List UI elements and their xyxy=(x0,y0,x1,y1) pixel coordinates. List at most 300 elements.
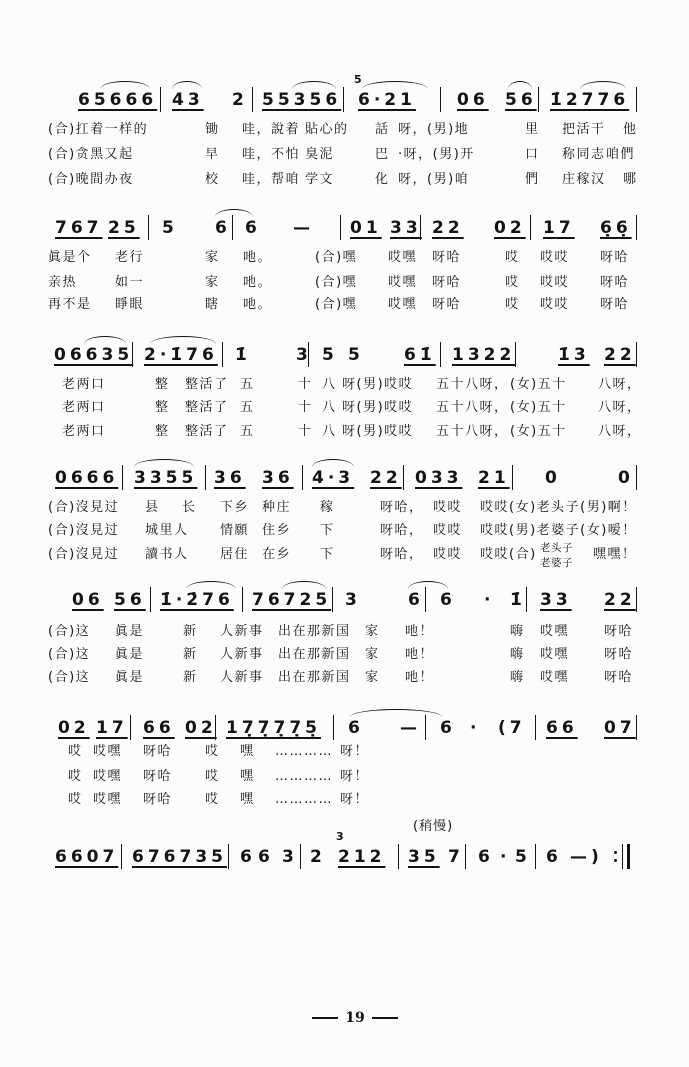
barline xyxy=(302,465,303,490)
note-group: 66 xyxy=(143,718,175,738)
lyric-segment: 哎嘿 xyxy=(388,297,418,312)
lyric-segment: 出在那新国 xyxy=(278,624,351,639)
barline xyxy=(121,844,122,869)
note-group: (7 xyxy=(498,718,526,738)
lyric-segment: (女)五十 xyxy=(510,424,567,439)
lyric-segment: 臭泥 xyxy=(305,147,335,162)
lyric-segment: 哎嘿 xyxy=(388,275,418,290)
barline xyxy=(343,87,344,112)
note-group: 3 xyxy=(296,345,312,365)
lyric-segment: 哎嘿 xyxy=(93,744,123,759)
note-group: 17̣7̣7̣7̣5̣ xyxy=(226,718,321,738)
lyric-segment: 嗨 xyxy=(510,670,525,685)
note-group: 3355 xyxy=(134,468,198,488)
grace-note: 5 xyxy=(354,73,362,86)
lyric-segment: 吔。 xyxy=(243,275,273,290)
lyric-segment: 整 xyxy=(155,424,170,439)
lyric-segment: 呀哈 xyxy=(600,297,630,312)
lyric-segment: 哎哎 xyxy=(433,547,463,562)
slur-arc xyxy=(508,81,532,89)
note-group: 65666 xyxy=(78,90,158,110)
lyric-segment: 呀(男)哎哎 xyxy=(342,400,414,415)
lyric-segment: 哎哎 xyxy=(540,250,570,265)
note-group: 02 xyxy=(185,718,217,738)
lyric-segment: 家 xyxy=(205,250,220,265)
lyric-segment: 种庄 xyxy=(262,500,292,515)
slur-arc xyxy=(134,459,194,467)
lyric-segment: 吔！ xyxy=(405,624,435,639)
note-group: 676735 xyxy=(132,847,227,867)
lyric-segment: 哎嘿 xyxy=(93,769,123,784)
lyric-segment: 老两口 xyxy=(62,377,106,392)
slur-arc xyxy=(362,81,428,89)
lyric-segment: 老两口 xyxy=(62,400,106,415)
lyric-segment: 哎 xyxy=(68,769,83,784)
lyric-segment: 呀哈 xyxy=(143,744,173,759)
lyric-segment: 老头子 xyxy=(540,542,573,554)
lyric-segment: 呀！ xyxy=(340,792,370,807)
barline xyxy=(535,715,536,740)
grace-note: 3 xyxy=(336,830,344,843)
lyric-segment: 呀哈 xyxy=(604,624,634,639)
repeat-dot xyxy=(614,859,617,862)
note-group: 5 xyxy=(322,345,338,365)
lyric-segment: (女)五十 xyxy=(510,400,567,415)
note-group: 212 xyxy=(338,847,386,867)
lyric-segment: 下 xyxy=(320,523,335,538)
note-group: — xyxy=(293,218,314,238)
barline xyxy=(205,465,206,490)
lyric-segment: 老两口 xyxy=(62,424,106,439)
lyric-segment: (合)晚間办夜 xyxy=(48,172,134,187)
lyric-segment: 吔。 xyxy=(243,297,273,312)
barline xyxy=(308,342,309,367)
lyric-segment: 出在那新国 xyxy=(278,670,351,685)
note-group: · xyxy=(470,718,481,738)
lyric-segment: 出在那新国 xyxy=(278,647,351,662)
lyric-segment: 哎哎 xyxy=(433,500,463,515)
lyric-segment: 哎哎(男)老婆子(女)嗳！ xyxy=(480,523,637,538)
lyric-segment: 家 xyxy=(205,275,220,290)
note-group: 6 xyxy=(546,847,562,867)
note-group: 6 xyxy=(440,590,456,610)
lyric-segment: 嘿 xyxy=(240,792,255,807)
lyric-segment: (合)嘿 xyxy=(315,275,358,290)
barline xyxy=(300,844,301,869)
barline xyxy=(420,215,421,240)
lyric-segment: 嗨 xyxy=(510,647,525,662)
note-group: 3 xyxy=(345,590,361,610)
note-group: 1̇ xyxy=(235,345,251,365)
barline xyxy=(636,465,637,490)
barline xyxy=(130,715,131,740)
lyric-segment: (合)嘿 xyxy=(315,250,358,265)
note-group: 36 xyxy=(262,468,294,488)
lyric-segment: 巴 xyxy=(375,147,390,162)
slur-arc xyxy=(292,81,336,89)
lyric-segment: 如一 xyxy=(115,275,145,290)
note-group: 33 xyxy=(390,218,422,238)
lyric-segment: 呀哈 xyxy=(143,792,173,807)
barline xyxy=(222,342,223,367)
lyric-segment: 瞎 xyxy=(205,297,220,312)
barline xyxy=(526,587,527,612)
barline xyxy=(425,587,426,612)
lyric-segment: 下 xyxy=(320,547,335,562)
lyric-segment: 哎哎 xyxy=(433,523,463,538)
note-group: 2 xyxy=(310,847,326,867)
barline xyxy=(252,87,253,112)
lyric-segment: 呀哈， xyxy=(380,547,424,562)
slur-arc xyxy=(186,581,236,589)
barline xyxy=(333,715,334,740)
lyric-segment: 哎 xyxy=(205,769,220,784)
lyric-segment: 五 xyxy=(240,424,255,439)
barline xyxy=(242,587,243,612)
lyric-segment: 校 xyxy=(205,172,220,187)
lyric-segment: 住乡 xyxy=(262,523,292,538)
note-group: 5 xyxy=(348,345,364,365)
lyric-segment: 呀！ xyxy=(340,744,370,759)
lyric-segment: 学文 xyxy=(305,172,335,187)
lyric-segment: 城里人 xyxy=(145,523,189,538)
slur-arc xyxy=(312,459,354,467)
lyric-segment: 咱們 xyxy=(606,147,636,162)
note-group: 0 xyxy=(618,468,634,488)
lyric-segment: 貼心的 xyxy=(305,122,349,137)
lyric-segment: (女)五十 xyxy=(510,377,567,392)
note-group: 2·1̇76 xyxy=(144,345,218,365)
lyric-segment: 新 xyxy=(183,647,198,662)
lyric-segment: 家 xyxy=(365,647,380,662)
note-group: 6 xyxy=(440,718,456,738)
barline xyxy=(636,87,637,112)
lyric-segment: ………… xyxy=(275,769,333,784)
lyric-segment: 县 xyxy=(145,500,160,515)
lyric-segment: 亲热 xyxy=(48,275,78,290)
note-group: 25 xyxy=(108,218,140,238)
lyric-segment: 吔。 xyxy=(243,250,273,265)
lyric-segment: 呀哈 xyxy=(143,769,173,784)
lyric-segment: 在乡 xyxy=(262,547,292,562)
lyric-segment: 长 xyxy=(182,500,197,515)
lyric-segment: 五 xyxy=(240,377,255,392)
lyric-segment: 呀(男)哎哎 xyxy=(342,377,414,392)
note-group: 22 xyxy=(604,590,636,610)
lyric-segment: 五十八呀， xyxy=(436,400,509,415)
lyric-segment: 五 xyxy=(240,400,255,415)
barline xyxy=(512,465,513,490)
lyric-segment: 哎哎(合) xyxy=(480,547,537,562)
lyric-segment: (合)这 xyxy=(48,647,91,662)
lyric-segment: 整 xyxy=(155,400,170,415)
note-group: 02 xyxy=(58,718,90,738)
lyric-segment: 家 xyxy=(365,624,380,639)
note-group: 1̇ xyxy=(510,590,526,610)
note-group: 36 xyxy=(214,468,246,488)
note-group: 5 xyxy=(162,218,178,238)
note-group: 3 xyxy=(282,847,298,867)
lyric-segment: 锄 xyxy=(205,122,220,137)
lyric-segment: (合)沒見过 xyxy=(48,523,120,538)
page-number-footer xyxy=(300,1010,410,1026)
note-group: · xyxy=(500,847,511,867)
note-group: 17 xyxy=(96,718,128,738)
lyric-segment: 眞是个 xyxy=(48,250,92,265)
note-group: 1̇·2̇76 xyxy=(160,590,234,610)
lyric-segment: 庄稼汉 xyxy=(562,172,606,187)
lyric-segment: 十 xyxy=(298,400,313,415)
lyric-segment: ·呀，(男)开 xyxy=(398,147,475,162)
note-group: 06 xyxy=(72,590,104,610)
slur-arc xyxy=(282,581,326,589)
lyric-segment: (合)沒見过 xyxy=(48,500,120,515)
lyric-segment: 八呀， xyxy=(598,377,642,392)
lyric-segment: (合)这 xyxy=(48,624,91,639)
lyric-segment: 呀哈 xyxy=(604,670,634,685)
note-group: 6̣6̣ xyxy=(600,218,632,238)
lyric-segment: 嘿 xyxy=(240,769,255,784)
lyric-segment: 哎哎 xyxy=(540,297,570,312)
lyric-segment: 整活了 xyxy=(185,377,229,392)
slur-arc xyxy=(215,209,253,217)
barline xyxy=(636,342,637,367)
page-number: 19 xyxy=(345,1010,365,1026)
note-group: 2 xyxy=(232,90,248,110)
barline xyxy=(530,215,531,240)
note-group: 6 xyxy=(258,847,274,867)
lyric-segment: 家 xyxy=(365,670,380,685)
slur-arc xyxy=(172,81,202,89)
note-group: · xyxy=(484,590,495,610)
note-group: 22 xyxy=(604,345,636,365)
lyric-segment: 八呀， xyxy=(598,400,642,415)
lyric-segment: (合)嘿 xyxy=(315,297,358,312)
note-group: 6·21 xyxy=(358,90,416,110)
note-group: 61̇ xyxy=(404,345,436,365)
lyric-segment: 哎 xyxy=(205,744,220,759)
lyric-segment: 哇，帮咱 xyxy=(242,172,301,187)
lyric-segment: 吔！ xyxy=(405,647,435,662)
barline xyxy=(122,465,123,490)
lyric-segment: 哎嘿 xyxy=(540,624,570,639)
lyric-segment: ………… xyxy=(275,744,333,759)
note-group: 7 xyxy=(448,847,464,867)
lyric-segment: 哎哎 xyxy=(540,275,570,290)
barline xyxy=(440,342,441,367)
lyric-segment: 哎 xyxy=(68,744,83,759)
note-group: —) xyxy=(570,847,603,867)
lyric-segment: 呀哈， xyxy=(380,523,424,538)
barline xyxy=(515,342,516,367)
slur-arc xyxy=(150,336,216,344)
end-repeat-sign xyxy=(622,844,630,869)
lyric-segment: 哎 xyxy=(505,275,520,290)
lyric-segment: 哎 xyxy=(505,250,520,265)
lyric-segment: 情願 xyxy=(220,523,250,538)
note-group: 21 xyxy=(478,468,510,488)
note-group: 6 xyxy=(478,847,494,867)
note-group: 6607 xyxy=(55,847,119,867)
lyric-segment: 老婆子 xyxy=(540,557,573,569)
note-group: 0666 xyxy=(55,468,119,488)
note-group: 033 xyxy=(415,468,463,488)
barline xyxy=(215,715,216,740)
lyric-segment: 把活干 xyxy=(562,122,606,137)
lyric-segment: 早 xyxy=(205,147,220,162)
lyric-segment: 十 xyxy=(298,424,313,439)
barline xyxy=(538,87,539,112)
lyric-segment: 哎 xyxy=(205,792,220,807)
lyric-segment: 哎 xyxy=(68,792,83,807)
lyric-segment: 呀，(男)咱 xyxy=(398,172,470,187)
lyric-segment: 嘿嘿！ xyxy=(593,547,637,562)
lyric-segment: 整 xyxy=(155,377,170,392)
lyric-segment: 呀！ xyxy=(340,769,370,784)
barline xyxy=(228,844,229,869)
slur-arc xyxy=(350,709,442,717)
lyric-segment: 整活了 xyxy=(185,400,229,415)
note-group: 4·3 xyxy=(312,468,355,488)
lyric-segment: (合)扛着一样的 xyxy=(48,122,149,137)
note-group: 0 xyxy=(545,468,561,488)
lyric-segment: 口 xyxy=(525,147,540,162)
lyric-segment: 讀书人 xyxy=(145,547,189,562)
barline xyxy=(332,587,333,612)
lyric-segment: 居住 xyxy=(220,547,250,562)
lyric-segment: 話 xyxy=(375,122,390,137)
lyric-segment: 哇，說着 xyxy=(242,122,301,137)
note-group: 22 xyxy=(370,468,402,488)
slur-arc xyxy=(100,81,150,89)
lyric-segment: 眞是 xyxy=(115,670,145,685)
lyric-segment: 五十八呀， xyxy=(436,377,509,392)
note-group: 1̇3 xyxy=(558,345,590,365)
tempo-mark: (稍慢) xyxy=(413,819,454,834)
note-group: 76725 xyxy=(252,590,332,610)
lyric-segment: 八呀， xyxy=(598,424,642,439)
note-group: 35 xyxy=(408,847,440,867)
note-group: 6 xyxy=(408,590,424,610)
note-group: 1322 xyxy=(452,345,516,365)
note-group: 01 xyxy=(350,218,382,238)
lyric-segment: 整活了 xyxy=(185,424,229,439)
note-group: 1̇2776 xyxy=(550,90,630,110)
barline xyxy=(535,844,536,869)
lyric-segment: 再不是 xyxy=(48,297,92,312)
lyric-segment: 呀哈 xyxy=(432,297,462,312)
note-group: — xyxy=(400,718,421,738)
note-group: 767 xyxy=(55,218,103,238)
note-group: 17 xyxy=(543,218,575,238)
lyric-segment: 老行 xyxy=(115,250,145,265)
note-group: 6 xyxy=(348,718,364,738)
repeat-dot xyxy=(614,851,617,854)
barline xyxy=(440,87,441,112)
lyric-segment: 哎哎(女)老头子(男)啊！ xyxy=(480,500,637,515)
lyric-segment: 哇，不怕 xyxy=(242,147,301,162)
lyric-segment: 八 xyxy=(322,377,337,392)
lyric-segment: 哎嘿 xyxy=(540,670,570,685)
barline xyxy=(340,215,341,240)
lyric-segment: 哎嘿 xyxy=(93,792,123,807)
barline xyxy=(465,844,466,869)
lyric-segment: 呀哈 xyxy=(432,250,462,265)
slur-arc xyxy=(84,336,126,344)
barline xyxy=(232,215,233,240)
barline xyxy=(398,844,399,869)
note-group: 56 xyxy=(114,590,146,610)
lyric-segment: 呀哈 xyxy=(604,647,634,662)
lyric-segment: 里 xyxy=(525,122,540,137)
slur-arc xyxy=(580,81,626,89)
lyric-segment: (合)这 xyxy=(48,670,91,685)
note-group: 55356 xyxy=(262,90,342,110)
lyric-segment: 睜眼 xyxy=(115,297,145,312)
lyric-segment: 人新事 xyxy=(220,624,264,639)
lyric-segment: 八 xyxy=(322,424,337,439)
lyric-segment: (合)沒見过 xyxy=(48,547,120,562)
lyric-segment: 人新事 xyxy=(220,670,264,685)
lyric-segment: 人新事 xyxy=(220,647,264,662)
lyric-segment: 呀哈 xyxy=(432,275,462,290)
lyric-segment: 下乡 xyxy=(220,500,250,515)
lyric-segment: 称同志 xyxy=(562,147,606,162)
lyric-segment: 嘿 xyxy=(240,744,255,759)
lyric-segment: 哎 xyxy=(505,297,520,312)
barline xyxy=(425,715,426,740)
lyric-segment: 他 xyxy=(623,122,638,137)
lyric-segment: 眞是 xyxy=(115,647,145,662)
lyric-segment: 化 xyxy=(375,172,390,187)
note-group: 02 xyxy=(494,218,526,238)
lyric-segment: 新 xyxy=(183,624,198,639)
lyric-segment: 們 xyxy=(525,172,540,187)
barline xyxy=(150,587,151,612)
lyric-segment: 吔！ xyxy=(405,670,435,685)
note-group: 06 xyxy=(457,90,489,110)
barline xyxy=(636,587,637,612)
note-group: 56 xyxy=(505,90,537,110)
note-group: 6 xyxy=(215,218,231,238)
footer-dash-right xyxy=(372,1017,398,1019)
lyric-segment: (合)贪黑又起 xyxy=(48,147,134,162)
note-group: 66 xyxy=(546,718,578,738)
lyric-segment: 十 xyxy=(298,377,313,392)
lyric-segment: ………… xyxy=(275,792,333,807)
barline xyxy=(636,215,637,240)
lyric-segment: 呀(男)哎哎 xyxy=(342,424,414,439)
slur-arc xyxy=(408,581,448,589)
lyric-segment: 哎嘿 xyxy=(388,250,418,265)
lyric-segment: 哎嘿 xyxy=(540,647,570,662)
note-group: 6 xyxy=(245,218,261,238)
note-group: 6 xyxy=(240,847,256,867)
lyric-segment: 稼 xyxy=(320,500,335,515)
barline xyxy=(148,215,149,240)
note-group: 22 xyxy=(432,218,464,238)
lyric-segment: 八 xyxy=(322,400,337,415)
lyric-segment: 呀哈 xyxy=(600,275,630,290)
barline xyxy=(132,342,133,367)
lyric-segment: 五十八呀， xyxy=(436,424,509,439)
note-group: 06635 xyxy=(54,345,134,365)
lyric-segment: 呀，(男)地 xyxy=(398,122,470,137)
barline xyxy=(636,715,637,740)
lyric-segment: 眞是 xyxy=(115,624,145,639)
lyric-segment: 新 xyxy=(183,670,198,685)
note-group: 33 xyxy=(540,590,572,610)
